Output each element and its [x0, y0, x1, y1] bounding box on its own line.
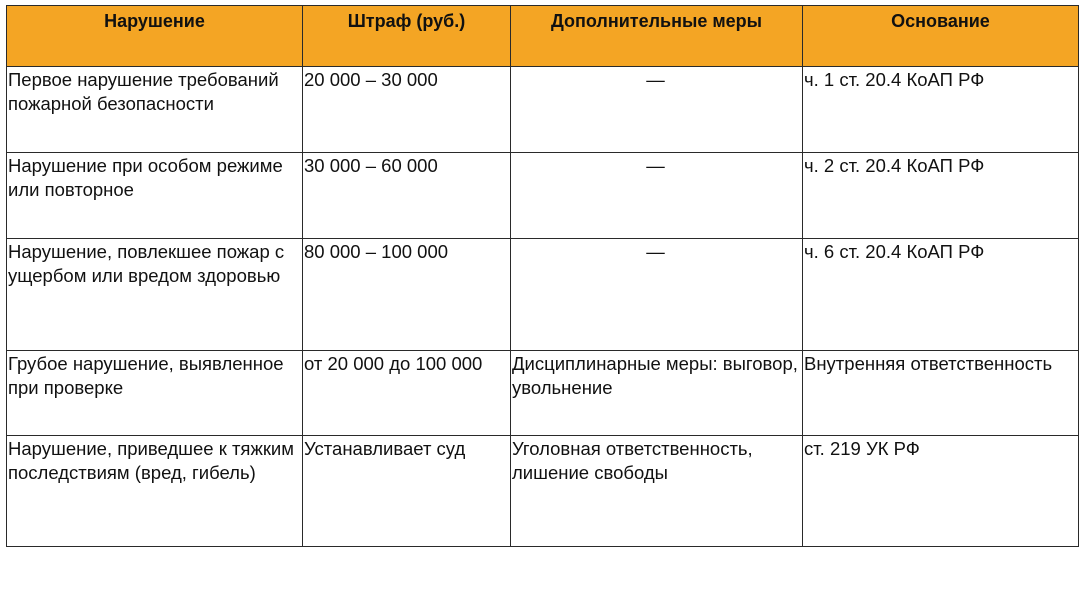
cell-fine: Устанавливает суд: [303, 436, 511, 547]
header-violation: Нарушение: [7, 6, 303, 67]
cell-fine: 80 000 – 100 000: [303, 239, 511, 351]
cell-basis: ч. 1 ст. 20.4 КоАП РФ: [803, 67, 1079, 153]
table-row: [7, 239, 1079, 351]
header-fine: Штраф (руб.): [303, 6, 511, 67]
cell-additional-measures: Дисциплинарные меры: выговор, увольнение: [511, 351, 803, 436]
header-basis: Основание: [803, 6, 1079, 67]
cell-basis: ч. 2 ст. 20.4 КоАП РФ: [803, 153, 1079, 239]
cell-violation: Нарушение при особом режиме или повторное: [7, 153, 303, 239]
cell-basis: ч. 6 ст. 20.4 КоАП РФ: [803, 239, 1079, 351]
cell-fine: 30 000 – 60 000: [303, 153, 511, 239]
cell-violation: Нарушение, приведшее к тяжким последствиям (вред, гибель): [7, 436, 303, 547]
cell-additional-measures: Уголовная ответственность, лишение свободы: [511, 436, 803, 547]
cell-basis: ст. 219 УК РФ: [803, 436, 1079, 547]
table-row: [7, 436, 1079, 547]
table-header-row: [7, 6, 1079, 67]
cell-fine: 20 000 – 30 000: [303, 67, 511, 153]
header-additional-measures: Дополнительные меры: [511, 6, 803, 67]
table-row: [7, 67, 1079, 153]
cell-violation: Нарушение, повлекшее пожар с ущербом или вредом здоровью: [7, 239, 303, 351]
table-row: [7, 153, 1079, 239]
cell-basis: Внутренняя ответственность: [803, 351, 1079, 436]
cell-violation: Первое нарушение требований пожарной безопасности: [7, 67, 303, 153]
fines-table: [6, 5, 1079, 547]
cell-fine: от 20 000 до 100 000: [303, 351, 511, 436]
cell-additional-measures: —: [511, 153, 803, 239]
cell-violation: Грубое нарушение, выявленное при проверке: [7, 351, 303, 436]
cell-additional-measures: —: [511, 67, 803, 153]
cell-additional-measures: —: [511, 239, 803, 351]
table-row: [7, 351, 1079, 436]
